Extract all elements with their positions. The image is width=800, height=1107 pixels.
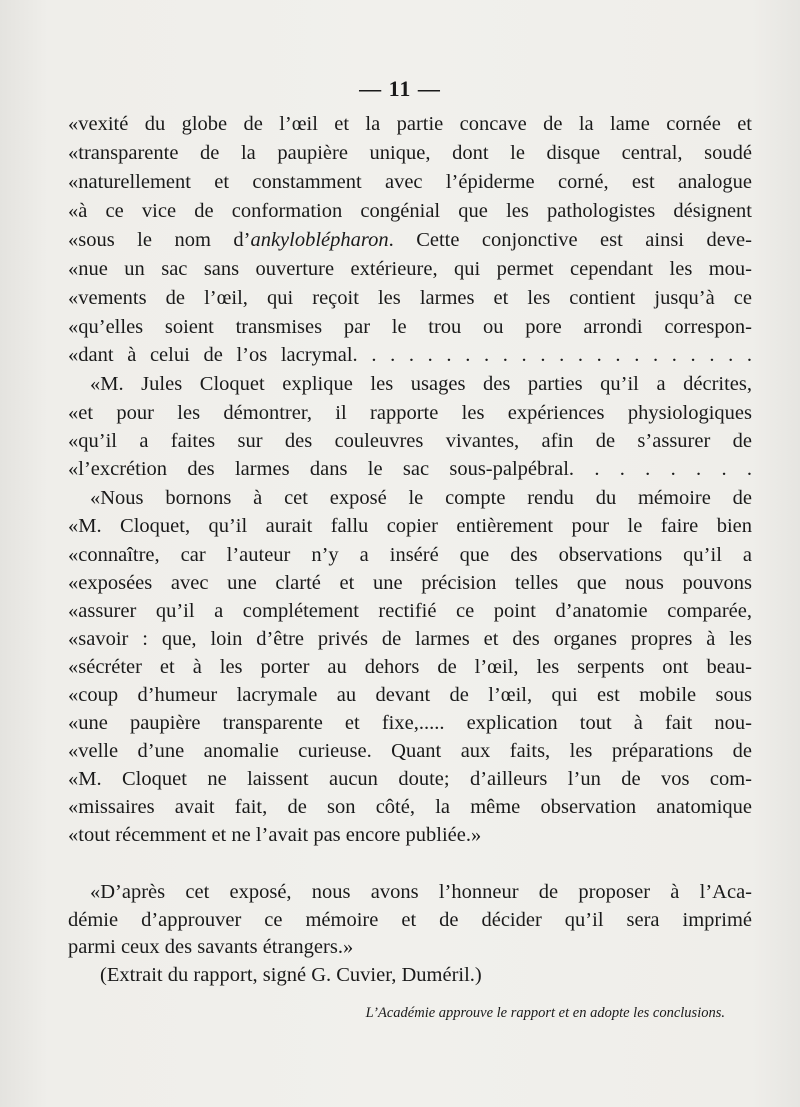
closing-note: L’Académie approuve le rapport et en adopte les conclusions.: [365, 1005, 725, 1021]
text-line: (Extrait du rapport, signé G. Cuvier, Duméril.): [100, 964, 482, 986]
text-line: «dant à celui de l’os lacrymal. . . . . . . . . . . . . . . . . . . . . .: [68, 344, 752, 366]
text-line: «M. Cloquet ne laissent aucun doute; d’ailleurs l’un de vos com-: [68, 768, 752, 790]
text-line: «exposées avec une clarté et une précision telles que nous pouvons: [68, 572, 752, 594]
text-line: «connaître, car l’auteur n’y a inséré que des observations qu’il a: [68, 544, 752, 566]
text-line: parmi ceux des savants étrangers.»: [68, 936, 354, 958]
text-line: «nue un sac sans ouverture extérieure, qui permet cependant les mou-: [68, 258, 752, 280]
italic-term: ankyloblépharon: [250, 229, 389, 251]
text-line: «l’excrétion des larmes dans le sac sous-palpébral. . . . . . . .: [68, 458, 752, 480]
text-line: «vements de l’œil, qui reçoit les larmes et les contient jusqu’à ce: [68, 287, 752, 309]
text-line: «assurer qu’il a complétement rectifié ce point d’anatomie comparée,: [68, 600, 752, 622]
text-line: «sécréter et à les porter au dehors de l’œil, les serpents ont beau-: [68, 656, 752, 678]
text-line: «M. Cloquet, qu’il aurait fallu copier entièrement pour le faire bien: [68, 515, 752, 537]
text-line: «et pour les démontrer, il rapporte les expériences physiologiques: [68, 402, 752, 424]
text-line: «savoir : que, loin d’être privés de larmes et des organes propres à les: [68, 628, 752, 650]
text-line: «naturellement et constamment avec l’épiderme corné, est analogue: [68, 171, 752, 193]
text-line: «M. Jules Cloquet explique les usages des parties qu’il a décrites,: [90, 373, 752, 395]
text-line: «tout récemment et ne l’avait pas encore publiée.»: [68, 824, 482, 846]
text-line: «coup d’humeur lacrymale au devant de l’œil, qui est mobile sous: [68, 684, 752, 706]
text-line: «velle d’une anomalie curieuse. Quant aux faits, les préparations de: [68, 740, 752, 762]
page-number: — 11 —: [359, 76, 441, 101]
text-line: «vexité du globe de l’œil et la partie concave de la lame cornée et: [68, 113, 752, 135]
text-line: «à ce vice de conformation congénial que les pathologistes désignent: [68, 200, 752, 222]
text-line: «Nous bornons à cet exposé le compte rendu du mémoire de: [90, 487, 752, 509]
text-line: «qu’elles soient transmises par le trou ou pore arrondi correspon-: [68, 316, 752, 338]
text-line: «une paupière transparente et fixe,..... explication tout à fait nou-: [68, 712, 752, 734]
text-line: «D’après cet exposé, nous avons l’honneur de proposer à l’Aca-: [90, 881, 752, 903]
text-line: «missaires avait fait, de son côté, la même observation anatomique: [68, 796, 752, 818]
text-line: «qu’il a faites sur des couleuvres vivantes, afin de s’assurer de: [68, 430, 752, 452]
text-line: «sous le nom d’ankyloblépharon. Cette conjonctive est ainsi deve-: [68, 229, 752, 251]
text-line: «transparente de la paupière unique, dont le disque central, soudé: [68, 142, 752, 164]
text-line: démie d’approuver ce mémoire et de décider qu’il sera imprimé: [68, 909, 752, 931]
